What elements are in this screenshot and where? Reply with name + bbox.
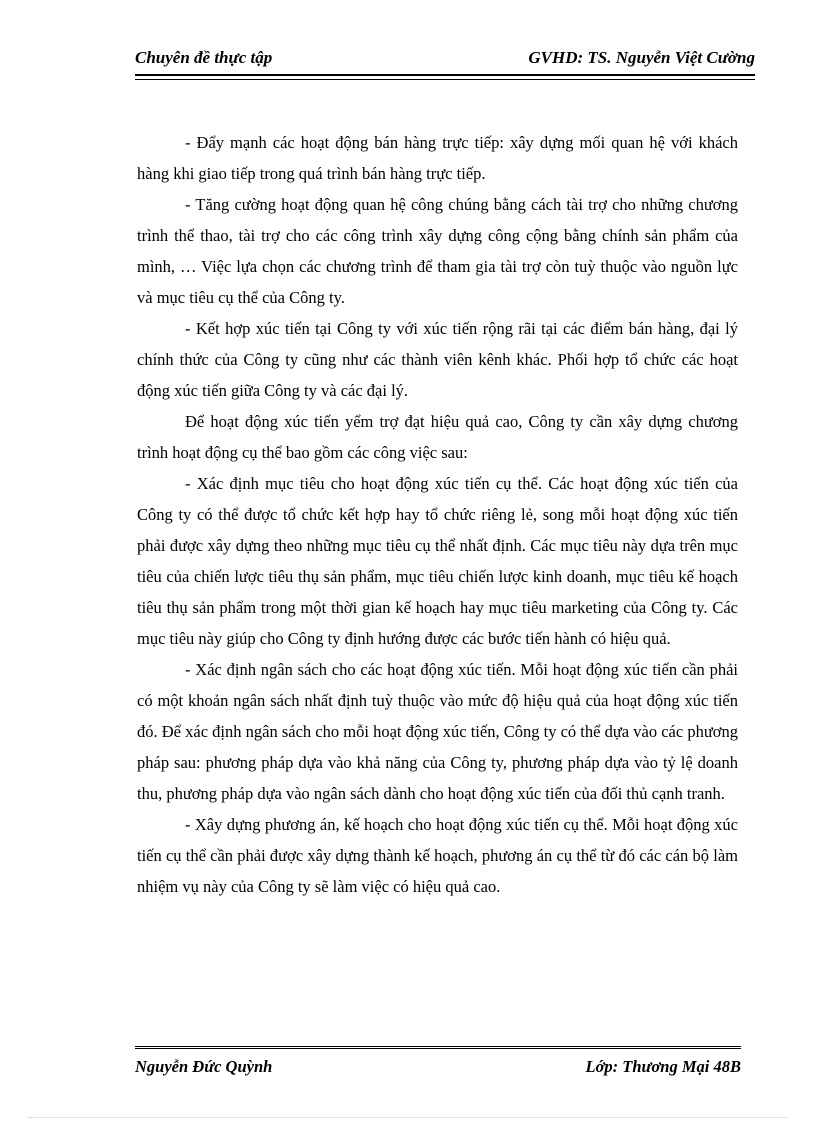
body-paragraph: - Xác định mục tiêu cho hoạt động xúc tiến cụ thể. Các hoạt động xúc tiến của Công ty có thể được tổ chức kết hợp hay tổ chức riêng lẻ, song mỗi hoạt động xúc tiến phải được xây dựng theo những mục tiêu cụ thể nhất định. Các mục tiêu này dựa trên mục tiêu của chiến lược tiêu thụ sản phẩm, mục tiêu chiến lược kinh doanh, mục tiêu kế hoạch tiêu thụ sản phẩm trong một thời gian kế hoạch hay mục tiêu marketing của Công ty. Các mục tiêu này giúp cho Công ty định hướng được các bước tiến hành có hiệu quả. bbox=[137, 474, 738, 648]
body-paragraph: - Xác định ngân sách cho các hoạt động xúc tiến. Mỗi hoạt động xúc tiến cần phải có một khoản ngân sách nhất định tuỳ thuộc vào mức độ hiệu quả của hoạt động xúc tiến đó. Để xác định ngân sách cho mỗi hoạt động xúc tiến, Công ty có thể dựa vào các phương pháp sau: phương pháp dựa vào khả năng của Công ty, phương pháp dựa vào tỷ lệ doanh thu, phương pháp dựa vào ngân sách dành cho hoạt động xúc tiến của đối thủ cạnh tranh. bbox=[137, 660, 738, 803]
page-footer bbox=[135, 1046, 741, 1079]
body-paragraph: - Kết hợp xúc tiến tại Công ty với xúc tiến rộng rãi tại các điểm bán hàng, đại lý chính thức của Công ty cũng như các thành viên kênh khác. Phối hợp tổ chức các hoạt động xúc tiến giữa Công ty và các đại lý. bbox=[137, 319, 738, 400]
document-body bbox=[137, 127, 738, 902]
body-paragraph: Để hoạt động xúc tiến yểm trợ đạt hiệu quả cao, Công ty cần xây dựng chương trình hoạt động cụ thể bao gồm các công việc sau: bbox=[137, 412, 738, 462]
body-paragraph: - Xây dựng phương án, kế hoạch cho hoạt động xúc tiến cụ thể. Mỗi hoạt động xúc tiến cụ thể cần phải được xây dựng thành kế hoạch, phương án cụ thể từ đó các cán bộ làm nhiệm vụ này của Công ty sẽ làm việc có hiệu quả cao. bbox=[137, 815, 738, 896]
footer-author: Nguyễn Đức Quỳnh bbox=[135, 1057, 273, 1076]
header-supervisor: GVHD: TS. Nguyễn Việt Cường bbox=[528, 48, 755, 67]
header-document-title: Chuyên đề thực tập bbox=[135, 48, 273, 67]
body-paragraph: - Đẩy mạnh các hoạt động bán hàng trực tiếp: xây dựng mối quan hệ với khách hàng khi giao tiếp trong quá trình bán hàng trực tiếp. bbox=[137, 133, 738, 183]
body-paragraph: - Tăng cường hoạt động quan hệ công chúng bằng cách tài trợ cho những chương trình thể thao, tài trợ cho các công trình xây dựng công cộng bằng chính sản phẩm của mình, … Việc lựa chọn các chương trình để tham gia tài trợ còn tuỳ thuộc vào nguồn lực và mục tiêu cụ thể của Công ty. bbox=[137, 195, 738, 307]
footer-class: Lớp: Thương Mại 48B bbox=[585, 1057, 741, 1076]
page-header bbox=[135, 48, 755, 76]
page-bottom-edge bbox=[28, 1117, 788, 1118]
